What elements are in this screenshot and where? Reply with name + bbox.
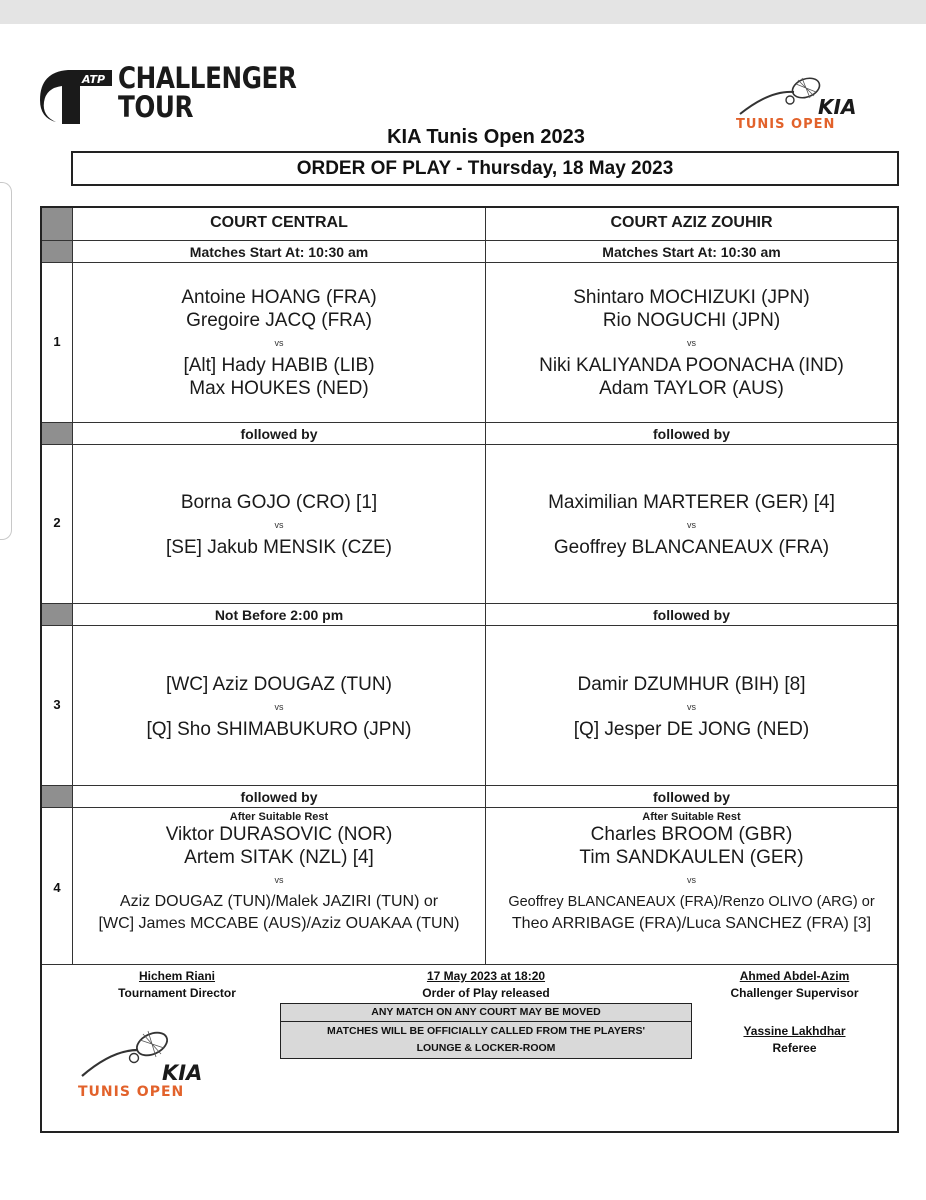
vs-label: vs xyxy=(274,875,284,885)
court-header-aziz-zouhir: COURT AZIZ ZOUHIR xyxy=(610,214,773,231)
row-line xyxy=(42,240,897,241)
atp-challenger-logo-icon xyxy=(40,66,112,124)
start-time-central: Matches Start At: 10:30 am xyxy=(189,244,369,260)
match-2-central xyxy=(73,491,485,559)
player: [WC] Aziz DOUGAZ (TUN) xyxy=(166,674,392,695)
player: [Q] Jesper DE JONG (NED) xyxy=(573,719,810,740)
player: Max HOUKES (NED) xyxy=(189,378,369,399)
logo-line-2: TOUR xyxy=(118,90,194,124)
player: Damir DZUMHUR (BIH) [8] xyxy=(577,674,806,695)
svg-text:KIA: KIA xyxy=(162,1061,203,1085)
referee-name: Yassine Lakhdhar xyxy=(743,1024,846,1038)
player: Geoffrey BLANCANEAUX (FRA) xyxy=(553,537,830,558)
row-number: 4 xyxy=(53,880,61,895)
row-number: 3 xyxy=(53,697,61,712)
separator-marker-3 xyxy=(42,604,72,625)
row-line xyxy=(42,807,897,808)
notice-any-match-moved: ANY MATCH ON ANY COURT MAY BE MOVED xyxy=(280,1003,692,1022)
player: Antoine HOANG (FRA) xyxy=(181,287,377,308)
player: Artem SITAK (NZL) [4] xyxy=(184,847,374,868)
match-3-aziz-zouhir xyxy=(486,673,897,741)
notice-line: LOUNGE & LOCKER-ROOM xyxy=(416,1042,556,1054)
challenger-supervisor xyxy=(692,968,897,1002)
row-line xyxy=(42,262,897,263)
event-title: KIA Tunis Open 2023 xyxy=(387,126,585,148)
player: [WC] James MCCABE (AUS)/Aziz OUAKAA (TUN) xyxy=(98,915,460,932)
separator-3-aziz-zouhir: followed by xyxy=(653,607,730,623)
separator-2-central: followed by xyxy=(240,426,318,442)
header-marker xyxy=(42,208,72,240)
vs-label: vs xyxy=(687,338,696,348)
row-line xyxy=(42,603,897,604)
match-4-central xyxy=(73,811,485,935)
tournament-director xyxy=(82,968,272,1002)
svg-text:TUNIS OPEN: TUNIS OPEN xyxy=(78,1084,185,1100)
rest-note: After Suitable Rest xyxy=(229,811,329,823)
player: Aziz DOUGAZ (TUN)/Malek JAZIRI (TUN) or xyxy=(119,893,439,910)
vs-label: vs xyxy=(687,702,696,712)
top-status-bar xyxy=(0,0,926,24)
player: Geoffrey BLANCANEAUX (FRA)/Renzo OLIVO (ARG) or xyxy=(508,894,875,910)
svg-text:ATP: ATP xyxy=(82,73,106,86)
separator-2-aziz-zouhir: followed by xyxy=(653,426,730,442)
match-2-aziz-zouhir xyxy=(486,491,897,559)
start-time-aziz-zouhir: Matches Start At: 10:30 am xyxy=(602,244,781,260)
rest-note: After Suitable Rest xyxy=(642,811,741,823)
match-1-aziz-zouhir xyxy=(486,286,897,400)
kia-tunis-open-logo-icon xyxy=(76,1020,226,1100)
player: [Alt] Hady HABIB (LIB) xyxy=(183,355,375,376)
player: [Q] Sho SHIMABUKURO (JPN) xyxy=(146,719,412,740)
released-label: Order of Play released xyxy=(422,986,550,1000)
player: Gregoire JACQ (FRA) xyxy=(186,310,372,331)
separator-3-central: Not Before 2:00 pm xyxy=(214,607,344,623)
svg-text:KIA: KIA xyxy=(818,95,857,119)
vs-label: vs xyxy=(687,875,696,885)
row-line xyxy=(42,422,897,423)
order-of-play-title: ORDER OF PLAY - Thursday, 18 May 2023 xyxy=(71,151,899,186)
vs-label: vs xyxy=(274,520,284,530)
player: Viktor DURASOVIC (NOR) xyxy=(165,824,393,845)
notice-line: MATCHES WILL BE OFFICIALLY CALLED FROM THE PLAYERS' xyxy=(327,1025,645,1037)
supervisor-name: Ahmed Abdel-Azim xyxy=(739,969,850,983)
vs-label: vs xyxy=(687,520,696,530)
player: Adam TAYLOR (AUS) xyxy=(599,378,784,399)
player: [SE] Jakub MENSIK (CZE) xyxy=(166,537,392,558)
separator-marker-4 xyxy=(42,786,72,807)
row-line xyxy=(42,785,897,786)
supervisor-title: Challenger Supervisor xyxy=(730,986,859,1000)
vs-label: vs xyxy=(274,338,284,348)
row-line xyxy=(42,625,897,626)
match-1-central xyxy=(73,286,485,400)
player: Niki KALIYANDA POONACHA (IND) xyxy=(539,355,844,376)
separator-4-central: followed by xyxy=(240,789,318,805)
side-scroll-tab[interactable] xyxy=(0,182,12,540)
director-name: Hichem Riani xyxy=(138,969,216,983)
referee-title: Referee xyxy=(772,1041,817,1055)
kia-tunis-open-logo-icon xyxy=(730,74,890,130)
row-line xyxy=(42,964,897,965)
match-3-central xyxy=(73,673,485,741)
player: Shintaro MOCHIZUKI (JPN) xyxy=(573,287,810,308)
challenger-tour-wordmark xyxy=(118,61,297,124)
row-number: 1 xyxy=(53,334,61,349)
schedule-table xyxy=(40,206,899,1133)
player: Tim SANDKAULEN (GER) xyxy=(579,847,804,868)
row-number: 2 xyxy=(53,515,61,530)
release-info xyxy=(280,968,692,1002)
player: Borna GOJO (CRO) [1] xyxy=(180,492,378,513)
director-title: Tournament Director xyxy=(118,986,236,1000)
player: Theo ARRIBAGE (FRA)/Luca SANCHEZ (FRA) [3] xyxy=(511,915,872,932)
logo-line-1: CHALLENGER xyxy=(118,61,297,95)
player: Charles BROOM (GBR) xyxy=(590,824,793,845)
player: Maximilian MARTERER (GER) [4] xyxy=(548,492,835,513)
separator-4-aziz-zouhir: followed by xyxy=(653,789,730,805)
vs-label: vs xyxy=(274,702,284,712)
notice-official-call xyxy=(280,1021,692,1059)
referee xyxy=(692,1023,897,1057)
separator-marker-2 xyxy=(42,423,72,444)
court-header-central: COURT CENTRAL xyxy=(210,214,348,231)
svg-text:TUNIS OPEN: TUNIS OPEN xyxy=(736,117,836,130)
row-line xyxy=(42,444,897,445)
released-date: 17 May 2023 at 18:20 xyxy=(426,969,546,983)
match-4-aziz-zouhir xyxy=(486,811,897,935)
start-marker xyxy=(42,241,72,262)
player: Rio NOGUCHI (JPN) xyxy=(602,310,781,331)
